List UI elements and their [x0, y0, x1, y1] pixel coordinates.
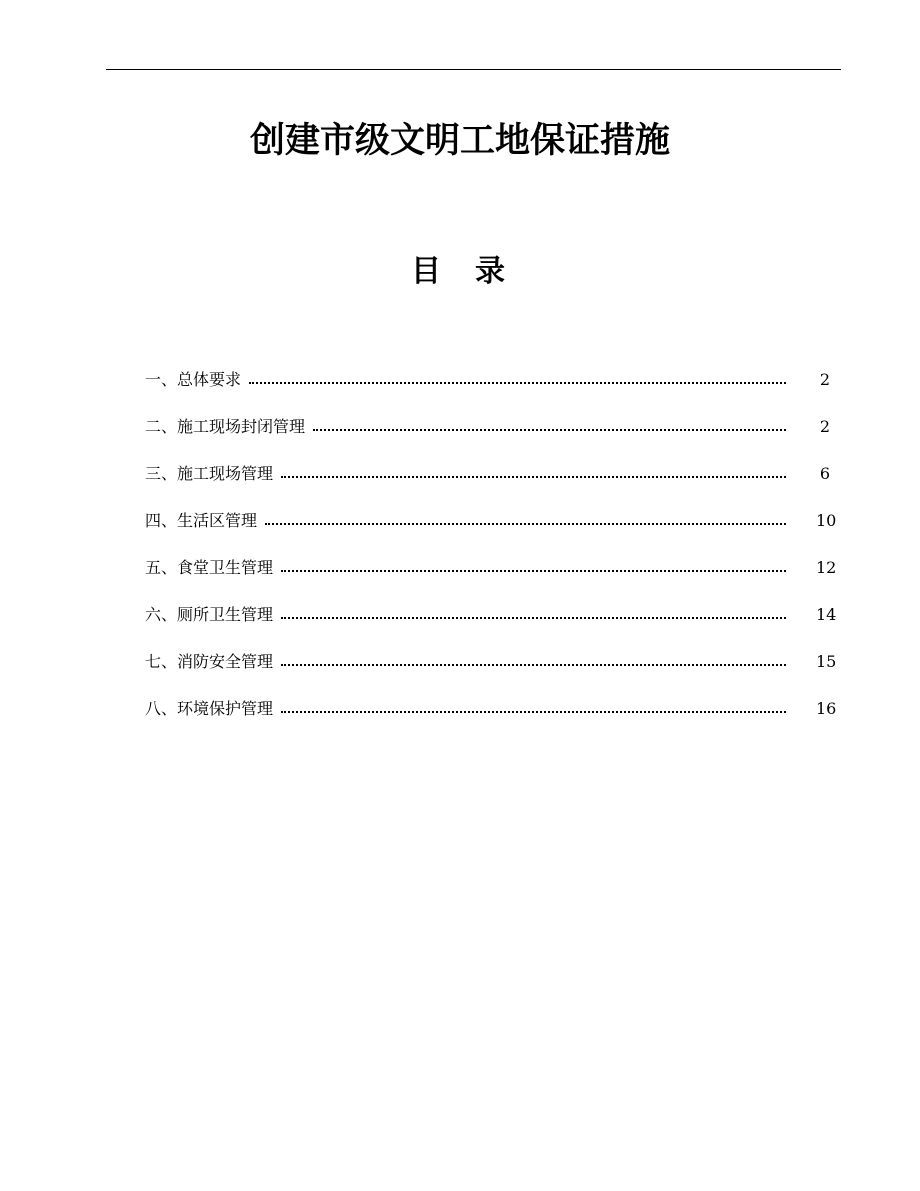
toc-entry-page-number: 14 [816, 604, 837, 624]
toc-entry-page-number: 15 [816, 651, 837, 671]
toc-dot-leader [313, 429, 786, 431]
toc-entry-label: 六、厕所卫生管理 [145, 604, 274, 624]
toc-entry-page-number: 16 [816, 698, 837, 718]
toc-entry[interactable] [145, 544, 837, 591]
toc-entry-page-number: 10 [816, 510, 837, 530]
toc-entry[interactable] [145, 450, 830, 497]
toc-entry[interactable] [145, 591, 837, 638]
toc-entry-label: 八、环境保护管理 [145, 698, 274, 718]
toc-entry-label: 三、施工现场管理 [145, 463, 274, 483]
toc-dot-leader [281, 664, 786, 666]
toc-entry-page-number: 6 [819, 463, 830, 483]
toc-entry[interactable] [145, 638, 837, 685]
toc-entry-label: 五、食堂卫生管理 [145, 557, 274, 577]
toc-heading: 目录 [411, 254, 539, 289]
toc-dot-leader [281, 617, 786, 619]
toc-dot-leader [281, 476, 786, 478]
toc-entry-page-number: 2 [819, 416, 830, 436]
toc-entry-label: 一、总体要求 [145, 369, 242, 389]
toc-entry-page-number: 2 [819, 369, 830, 389]
toc-dot-leader [249, 382, 786, 384]
document-title: 创建市级文明工地保证措施 [249, 120, 670, 161]
toc-entry[interactable] [145, 497, 837, 544]
toc-entry[interactable] [145, 685, 837, 732]
toc-entry-label: 四、生活区管理 [145, 510, 258, 530]
toc-entry-page-number: 12 [816, 557, 837, 577]
toc-entry-label: 七、消防安全管理 [145, 651, 274, 671]
header-rule [106, 69, 841, 70]
toc-dot-leader [265, 523, 786, 525]
toc-dot-leader [281, 570, 786, 572]
toc-entry-label: 二、施工现场封闭管理 [145, 416, 306, 436]
toc-entry[interactable] [145, 403, 830, 450]
table-of-contents [145, 356, 837, 732]
toc-entry[interactable] [145, 356, 830, 403]
toc-dot-leader [281, 711, 786, 713]
